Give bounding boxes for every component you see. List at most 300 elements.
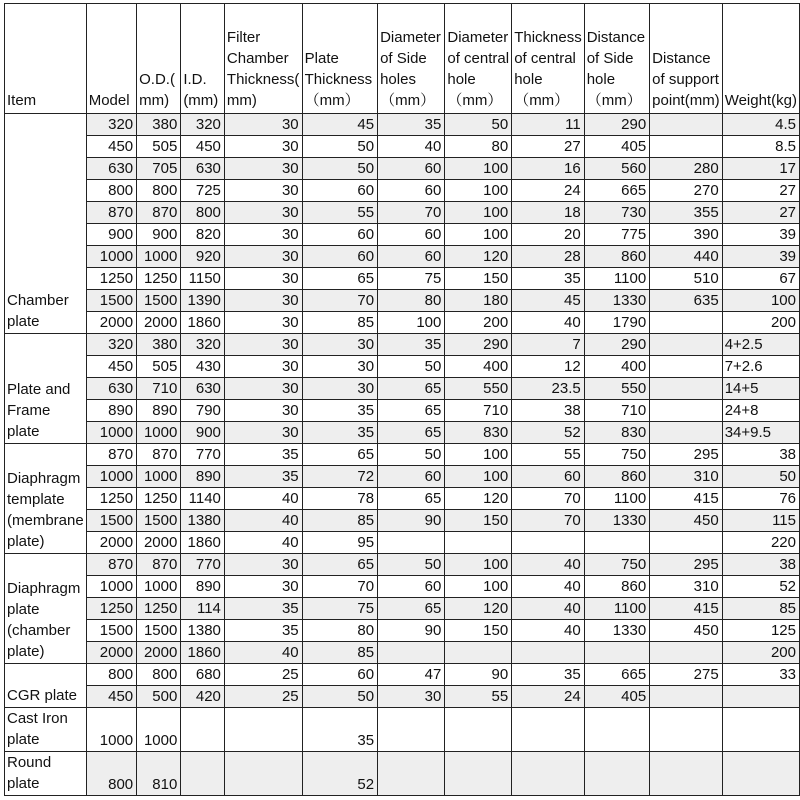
table-cell: 60	[512, 466, 585, 488]
table-cell: 420	[181, 686, 225, 708]
table-cell: 30	[224, 224, 302, 246]
table-cell: 30	[224, 312, 302, 334]
table-cell: 440	[650, 246, 723, 268]
table-cell	[378, 532, 445, 554]
table-cell	[650, 752, 723, 796]
table-cell: 1000	[86, 708, 136, 752]
table-cell: 295	[650, 444, 723, 466]
table-cell	[224, 752, 302, 796]
table-cell: 70	[302, 576, 377, 598]
table-cell	[584, 532, 649, 554]
table-cell: 45	[302, 114, 377, 136]
table-cell	[722, 686, 799, 708]
table-cell: 1250	[137, 598, 181, 620]
table-cell	[650, 378, 723, 400]
table-cell: 1500	[137, 620, 181, 642]
table-cell: 60	[378, 576, 445, 598]
table-row	[5, 422, 800, 444]
table-cell: 1140	[181, 488, 225, 510]
table-row	[5, 224, 800, 246]
table-cell	[512, 752, 585, 796]
table-row	[5, 290, 800, 312]
table-cell: 65	[378, 400, 445, 422]
table-cell: 200	[445, 312, 512, 334]
table-cell	[512, 642, 585, 664]
header-model: Model	[86, 4, 136, 114]
table-cell: 40	[512, 312, 585, 334]
table-cell: 320	[86, 114, 136, 136]
table-cell: 70	[512, 510, 585, 532]
table-cell: 680	[181, 664, 225, 686]
table-cell: 70	[302, 290, 377, 312]
table-cell: 30	[224, 334, 302, 356]
table-cell: 50	[378, 444, 445, 466]
table-cell	[650, 532, 723, 554]
table-row	[5, 620, 800, 642]
header-plate-thickness: Plate Thickness （mm）	[302, 4, 377, 114]
table-cell: 1000	[86, 422, 136, 444]
table-cell: 800	[86, 664, 136, 686]
table-row	[5, 554, 800, 576]
table-cell: 14+5	[722, 378, 799, 400]
table-cell: 100	[445, 444, 512, 466]
table-cell: 38	[722, 444, 799, 466]
table-cell: 405	[584, 686, 649, 708]
table-cell: 200	[722, 642, 799, 664]
header-row	[5, 4, 800, 114]
table-cell: 85	[722, 598, 799, 620]
table-cell: 665	[584, 180, 649, 202]
table-cell: 1000	[137, 246, 181, 268]
table-cell	[445, 532, 512, 554]
table-cell: 40	[378, 136, 445, 158]
table-cell: 25	[224, 664, 302, 686]
table-cell: 100	[445, 158, 512, 180]
table-cell: 1100	[584, 488, 649, 510]
table-row	[5, 356, 800, 378]
table-cell: 100	[445, 466, 512, 488]
table-cell: 860	[584, 466, 649, 488]
table-cell: 900	[137, 224, 181, 246]
table-cell	[650, 136, 723, 158]
table-cell: 100	[445, 202, 512, 224]
table-cell: 85	[302, 510, 377, 532]
table-cell	[181, 752, 225, 796]
table-cell: 30	[224, 114, 302, 136]
table-cell: 770	[181, 554, 225, 576]
table-cell: 16	[512, 158, 585, 180]
table-cell	[512, 532, 585, 554]
table-cell: 80	[378, 290, 445, 312]
table-cell: 1380	[181, 510, 225, 532]
table-cell	[181, 708, 225, 752]
table-cell: 120	[445, 488, 512, 510]
table-cell: 65	[302, 268, 377, 290]
table-cell: 280	[650, 158, 723, 180]
table-row	[5, 488, 800, 510]
table-cell: 90	[378, 510, 445, 532]
table-cell: 70	[378, 202, 445, 224]
table-cell: 35	[224, 598, 302, 620]
table-cell: 310	[650, 576, 723, 598]
table-cell: 415	[650, 488, 723, 510]
table-cell	[650, 422, 723, 444]
table-cell: 830	[445, 422, 512, 444]
table-cell: 30	[224, 290, 302, 312]
table-cell: 24	[512, 686, 585, 708]
table-cell	[722, 708, 799, 752]
table-cell: 30	[224, 576, 302, 598]
table-cell: 1250	[86, 598, 136, 620]
table-cell: 114	[181, 598, 225, 620]
table-cell: 30	[378, 686, 445, 708]
table-cell	[378, 752, 445, 796]
table-cell: 27	[722, 202, 799, 224]
table-row	[5, 664, 800, 686]
table-cell: 55	[302, 202, 377, 224]
table-cell: 380	[137, 114, 181, 136]
table-cell: 390	[650, 224, 723, 246]
table-cell: 80	[302, 620, 377, 642]
table-cell: 35	[224, 620, 302, 642]
table-cell: 450	[181, 136, 225, 158]
table-cell: 775	[584, 224, 649, 246]
table-cell: 90	[378, 620, 445, 642]
table-cell	[650, 356, 723, 378]
table-cell: 4+2.5	[722, 334, 799, 356]
table-cell: 65	[378, 598, 445, 620]
table-cell	[512, 708, 585, 752]
table-cell	[224, 708, 302, 752]
table-cell: 830	[584, 422, 649, 444]
table-cell: 630	[181, 158, 225, 180]
table-cell: 38	[512, 400, 585, 422]
item-group-label: Plate and Frame plate	[5, 334, 87, 444]
table-cell: 30	[224, 180, 302, 202]
table-cell: 72	[302, 466, 377, 488]
table-row	[5, 532, 800, 554]
table-cell: 415	[650, 598, 723, 620]
table-cell: 2000	[86, 312, 136, 334]
table-cell: 1100	[584, 598, 649, 620]
table-cell: 310	[650, 466, 723, 488]
table-cell: 430	[181, 356, 225, 378]
plate-spec-table	[4, 3, 800, 796]
table-cell	[584, 708, 649, 752]
table-cell: 39	[722, 224, 799, 246]
table-cell: 35	[512, 268, 585, 290]
table-cell: 820	[181, 224, 225, 246]
table-cell: 28	[512, 246, 585, 268]
table-cell	[650, 312, 723, 334]
table-cell: 870	[86, 444, 136, 466]
table-cell: 65	[378, 422, 445, 444]
table-cell: 65	[378, 378, 445, 400]
table-row	[5, 312, 800, 334]
table-cell: 50	[722, 466, 799, 488]
table-cell: 30	[302, 378, 377, 400]
table-cell: 11	[512, 114, 585, 136]
table-cell: 38	[722, 554, 799, 576]
table-cell: 870	[137, 554, 181, 576]
header-side-hole-diameter: Diameter of Side holes （mm）	[378, 4, 445, 114]
table-row	[5, 510, 800, 532]
table-cell: 505	[137, 136, 181, 158]
header-item: Item	[5, 4, 87, 114]
table-cell	[650, 400, 723, 422]
table-cell: 1330	[584, 510, 649, 532]
table-cell: 23.5	[512, 378, 585, 400]
table-cell	[650, 686, 723, 708]
table-cell: 4.5	[722, 114, 799, 136]
table-cell: 52	[302, 752, 377, 796]
table-row	[5, 180, 800, 202]
table-cell: 50	[378, 356, 445, 378]
table-cell: 1790	[584, 312, 649, 334]
table-row	[5, 268, 800, 290]
table-cell: 450	[86, 686, 136, 708]
table-cell: 450	[650, 620, 723, 642]
table-cell: 1000	[137, 422, 181, 444]
table-cell	[722, 752, 799, 796]
table-cell: 900	[181, 422, 225, 444]
table-cell: 65	[302, 554, 377, 576]
table-cell	[378, 642, 445, 664]
table-cell: 65	[378, 488, 445, 510]
table-cell: 55	[445, 686, 512, 708]
table-cell: 17	[722, 158, 799, 180]
table-cell: 1330	[584, 620, 649, 642]
table-cell: 90	[445, 664, 512, 686]
table-cell: 180	[445, 290, 512, 312]
table-cell: 50	[302, 686, 377, 708]
table-row	[5, 752, 800, 796]
table-cell: 100	[445, 554, 512, 576]
table-cell: 1860	[181, 642, 225, 664]
header-id: I.D. (mm)	[181, 4, 225, 114]
table-cell: 2000	[137, 642, 181, 664]
table-cell: 40	[512, 620, 585, 642]
table-cell: 550	[584, 378, 649, 400]
table-cell: 39	[722, 246, 799, 268]
table-row	[5, 114, 800, 136]
table-cell: 505	[137, 356, 181, 378]
table-cell: 710	[445, 400, 512, 422]
table-cell: 705	[137, 158, 181, 180]
table-cell: 40	[224, 510, 302, 532]
table-cell: 75	[378, 268, 445, 290]
table-cell: 78	[302, 488, 377, 510]
table-cell: 35	[378, 334, 445, 356]
table-cell: 665	[584, 664, 649, 686]
table-cell: 1000	[137, 466, 181, 488]
table-cell: 120	[445, 598, 512, 620]
table-cell: 52	[512, 422, 585, 444]
table-cell: 40	[512, 554, 585, 576]
table-cell: 355	[650, 202, 723, 224]
table-cell: 35	[224, 444, 302, 466]
table-cell: 60	[302, 224, 377, 246]
table-row	[5, 576, 800, 598]
table-row	[5, 158, 800, 180]
header-support-point-distance: Distance of support point(mm)	[650, 4, 723, 114]
table-cell: 35	[224, 466, 302, 488]
table-row	[5, 378, 800, 400]
table-cell: 100	[445, 576, 512, 598]
table-cell: 1500	[86, 290, 136, 312]
table-row	[5, 686, 800, 708]
item-group-label: Cast Iron plate	[5, 708, 87, 752]
table-cell: 45	[512, 290, 585, 312]
table-cell: 1250	[86, 268, 136, 290]
table-cell	[650, 708, 723, 752]
table-cell: 18	[512, 202, 585, 224]
table-cell: 30	[224, 554, 302, 576]
table-cell: 1390	[181, 290, 225, 312]
table-cell: 60	[378, 224, 445, 246]
table-row	[5, 708, 800, 752]
table-cell: 76	[722, 488, 799, 510]
table-row	[5, 202, 800, 224]
table-cell: 750	[584, 554, 649, 576]
table-cell: 380	[137, 334, 181, 356]
table-cell: 220	[722, 532, 799, 554]
table-cell: 80	[445, 136, 512, 158]
table-cell: 860	[584, 246, 649, 268]
table-cell: 40	[224, 532, 302, 554]
table-cell: 200	[722, 312, 799, 334]
table-cell: 12	[512, 356, 585, 378]
table-cell: 290	[584, 334, 649, 356]
table-cell: 115	[722, 510, 799, 532]
table-cell: 450	[650, 510, 723, 532]
table-cell: 890	[137, 400, 181, 422]
table-row	[5, 136, 800, 158]
table-cell: 1100	[584, 268, 649, 290]
header-central-hole-thickness: Thickness of central hole （mm）	[512, 4, 585, 114]
table-cell: 500	[137, 686, 181, 708]
table-cell: 50	[302, 158, 377, 180]
table-cell: 60	[378, 466, 445, 488]
table-cell: 800	[181, 202, 225, 224]
table-cell: 750	[584, 444, 649, 466]
item-group-label: Diaphragm template (membrane plate)	[5, 444, 87, 554]
table-row	[5, 466, 800, 488]
table-cell: 890	[181, 576, 225, 598]
table-cell: 7	[512, 334, 585, 356]
table-cell	[650, 114, 723, 136]
table-cell: 67	[722, 268, 799, 290]
header-side-hole-distance: Distance of Side hole （mm）	[584, 4, 649, 114]
table-cell	[445, 708, 512, 752]
table-cell: 710	[137, 378, 181, 400]
table-cell: 50	[445, 114, 512, 136]
table-cell: 270	[650, 180, 723, 202]
table-cell: 70	[512, 488, 585, 510]
table-cell: 630	[181, 378, 225, 400]
table-cell: 560	[584, 158, 649, 180]
table-cell: 1000	[86, 576, 136, 598]
table-cell: 52	[722, 576, 799, 598]
table-cell: 1860	[181, 312, 225, 334]
table-cell: 1500	[86, 620, 136, 642]
table-cell: 100	[378, 312, 445, 334]
table-cell: 1000	[137, 576, 181, 598]
table-cell: 55	[512, 444, 585, 466]
table-cell: 8.5	[722, 136, 799, 158]
table-cell: 450	[86, 136, 136, 158]
table-cell: 770	[181, 444, 225, 466]
table-cell: 35	[512, 664, 585, 686]
table-cell: 810	[137, 752, 181, 796]
table-cell: 30	[302, 334, 377, 356]
table-cell: 40	[224, 488, 302, 510]
table-cell: 870	[86, 202, 136, 224]
table-cell: 40	[512, 576, 585, 598]
table-cell: 295	[650, 554, 723, 576]
table-cell	[445, 752, 512, 796]
table-cell: 450	[86, 356, 136, 378]
header-central-hole-diameter: Diameter of central hole （mm）	[445, 4, 512, 114]
table-cell: 25	[224, 686, 302, 708]
table-cell: 1860	[181, 532, 225, 554]
table-cell: 800	[137, 664, 181, 686]
table-cell: 60	[378, 158, 445, 180]
table-cell: 50	[302, 136, 377, 158]
table-cell: 27	[722, 180, 799, 202]
table-cell: 100	[445, 180, 512, 202]
item-group-label: Round plate	[5, 752, 87, 796]
table-cell: 800	[86, 180, 136, 202]
table-cell: 100	[722, 290, 799, 312]
table-cell: 1000	[86, 246, 136, 268]
table-row	[5, 400, 800, 422]
table-cell: 1500	[137, 290, 181, 312]
table-body	[5, 4, 800, 796]
table-row	[5, 334, 800, 356]
table-cell: 1250	[137, 268, 181, 290]
table-cell: 27	[512, 136, 585, 158]
table-cell	[445, 642, 512, 664]
table-cell: 35	[378, 114, 445, 136]
table-cell: 30	[224, 246, 302, 268]
table-cell: 1330	[584, 290, 649, 312]
table-cell: 890	[86, 400, 136, 422]
table-cell: 150	[445, 268, 512, 290]
table-cell: 1250	[86, 488, 136, 510]
table-cell: 320	[181, 334, 225, 356]
table-cell: 1250	[137, 488, 181, 510]
table-cell: 120	[445, 246, 512, 268]
table-cell: 900	[86, 224, 136, 246]
table-cell: 1500	[86, 510, 136, 532]
table-cell: 320	[181, 114, 225, 136]
table-cell: 35	[302, 422, 377, 444]
table-cell: 290	[584, 114, 649, 136]
table-cell: 2000	[86, 642, 136, 664]
table-cell: 730	[584, 202, 649, 224]
table-cell: 710	[584, 400, 649, 422]
table-cell: 30	[224, 202, 302, 224]
table-cell: 24	[512, 180, 585, 202]
table-cell: 30	[302, 356, 377, 378]
table-cell: 30	[224, 400, 302, 422]
table-cell: 290	[445, 334, 512, 356]
table-cell: 800	[86, 752, 136, 796]
table-cell: 35	[302, 400, 377, 422]
table-cell: 400	[584, 356, 649, 378]
table-cell: 50	[378, 554, 445, 576]
